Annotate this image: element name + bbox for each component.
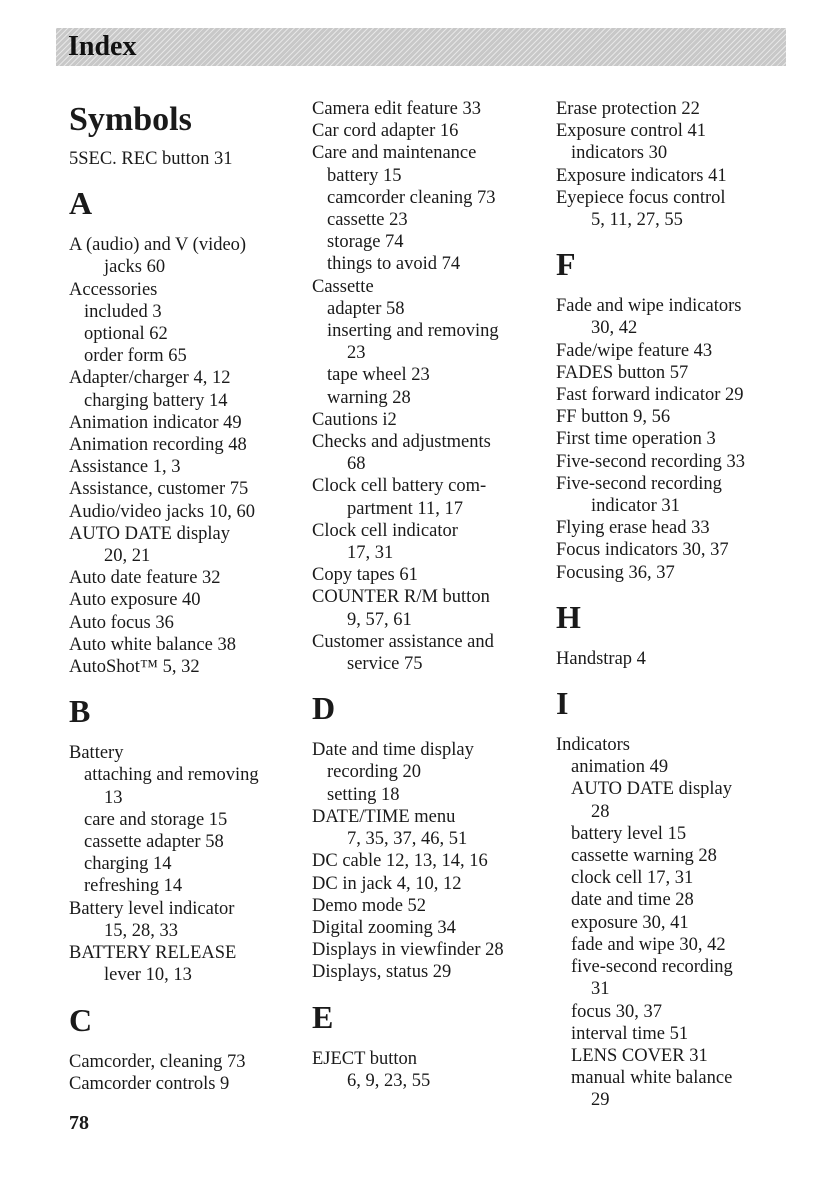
index-entry: Displays, status 29 xyxy=(312,962,452,983)
index-entry: Exposure control 41 xyxy=(556,121,707,142)
section-heading-b: B xyxy=(69,693,91,730)
section-heading-d: D xyxy=(312,690,336,727)
index-entry: Eyepiece focus control xyxy=(556,187,726,208)
index-entry-continuation: 31 xyxy=(591,979,610,1000)
index-entry: A (audio) and V (video) xyxy=(69,235,247,256)
index-entry: FADES button 57 xyxy=(556,362,689,383)
index-entry: Battery xyxy=(69,743,124,764)
index-entry: Auto exposure 40 xyxy=(69,590,201,611)
section-heading-e: E xyxy=(312,998,334,1035)
index-subentry: care and storage 15 xyxy=(84,809,228,830)
index-entry: Auto date feature 32 xyxy=(69,568,221,589)
index-entry: COUNTER R/M button xyxy=(312,587,490,608)
index-subentry: interval time 51 xyxy=(571,1023,689,1044)
index-entry: Copy tapes 61 xyxy=(312,565,418,586)
index-entry: Assistance 1, 3 xyxy=(69,457,181,478)
index-subentry: indicators 30 xyxy=(571,143,668,164)
index-entry-continuation: 29 xyxy=(591,1090,610,1111)
index-entry: Audio/video jacks 10, 60 xyxy=(69,501,256,522)
index-subentry: animation 49 xyxy=(571,757,669,778)
index-entry: Fast forward indicator 29 xyxy=(556,385,744,406)
index-entry-continuation: jacks 60 xyxy=(104,257,166,278)
section-heading-a: A xyxy=(69,185,93,222)
index-entry: Handstrap 4 xyxy=(556,648,646,669)
index-entry: Demo mode 52 xyxy=(312,895,427,916)
index-entry-continuation: 30, 42 xyxy=(591,318,638,339)
index-subentry: optional 62 xyxy=(84,324,168,345)
index-entry: Clock cell battery com- xyxy=(312,476,487,497)
index-entry: Auto focus 36 xyxy=(69,612,174,633)
index-subentry: cassette adapter 58 xyxy=(84,832,224,853)
index-subentry: camcorder cleaning 73 xyxy=(327,187,496,208)
index-entry: DC in jack 4, 10, 12 xyxy=(312,873,462,894)
index-entry: Focus indicators 30, 37 xyxy=(556,540,729,561)
index-entry: Clock cell indicator xyxy=(312,520,458,541)
index-subentry: attaching and removing xyxy=(84,765,259,786)
section-heading-symbols: Symbols xyxy=(69,101,192,138)
index-entry: Accessories xyxy=(69,279,158,300)
index-subentry: clock cell 17, 31 xyxy=(571,868,694,889)
index-subentry: order form 65 xyxy=(84,346,187,367)
index-column-2 xyxy=(312,98,544,1092)
index-entry: Five-second recording 33 xyxy=(556,451,746,472)
index-entry: Flying erase head 33 xyxy=(556,518,710,539)
index-subentry: charging 14 xyxy=(84,854,172,875)
index-entry: Animation indicator 49 xyxy=(69,412,242,433)
index-subentry: charging battery 14 xyxy=(84,390,228,411)
index-entry: 5SEC. REC button 31 xyxy=(69,149,233,169)
index-banner xyxy=(56,28,786,66)
index-entry: Customer assistance and xyxy=(312,631,494,652)
index-entry: FF button 9, 56 xyxy=(556,407,671,428)
index-entry: Erase protection 22 xyxy=(556,99,700,119)
index-entry-continuation: 17, 31 xyxy=(347,543,394,564)
index-entry: AUTO DATE display xyxy=(69,523,231,544)
index-entry: Displays in viewfinder 28 xyxy=(312,940,504,961)
index-entry: EJECT button xyxy=(312,1048,418,1069)
page-title: Index xyxy=(68,31,137,62)
index-entry-continuation: 7, 35, 37, 46, 51 xyxy=(347,829,468,850)
index-column-1 xyxy=(69,98,299,1095)
index-subentry: tape wheel 23 xyxy=(327,365,430,386)
section-heading-h: H xyxy=(556,598,581,635)
index-entry: Digital zooming 34 xyxy=(312,917,456,938)
index-entry: Fade/wipe feature 43 xyxy=(556,340,713,361)
index-entry: Auto white balance 38 xyxy=(69,634,236,655)
index-entry-continuation: 6, 9, 23, 55 xyxy=(347,1070,431,1091)
index-subentry: included 3 xyxy=(84,301,162,322)
index-entry-continuation: 28 xyxy=(591,801,610,822)
index-entry: Adapter/charger 4, 12 xyxy=(69,368,231,389)
index-subentry: adapter 58 xyxy=(327,298,405,319)
index-entry: Camera edit feature 33 xyxy=(312,99,481,119)
index-entry-continuation: 20, 21 xyxy=(104,546,151,567)
index-subentry: storage 74 xyxy=(327,232,404,253)
index-entry: Assistance, customer 75 xyxy=(69,479,249,500)
index-entry: BATTERY RELEASE xyxy=(69,943,237,964)
section-heading-i: I xyxy=(556,685,569,722)
index-entry: Camcorder controls 9 xyxy=(69,1073,230,1094)
index-subentry: battery 15 xyxy=(327,165,402,186)
index-subentry: AUTO DATE display xyxy=(571,779,733,800)
index-entry: AutoShot™ 5, 32 xyxy=(69,657,200,678)
index-entry: First time operation 3 xyxy=(556,429,716,450)
index-entry-continuation: 9, 57, 61 xyxy=(347,609,412,630)
index-entry: Checks and adjustments xyxy=(312,432,491,453)
index-subentry: exposure 30, 41 xyxy=(571,912,689,933)
index-entry: Date and time display xyxy=(312,740,474,761)
page-number: 78 xyxy=(69,1112,89,1134)
index-entry-continuation: 15, 28, 33 xyxy=(104,920,178,941)
index-subentry: warning 28 xyxy=(327,387,411,408)
index-entry: Animation recording 48 xyxy=(69,435,247,456)
index-entry: Fade and wipe indicators xyxy=(556,296,742,317)
index-entry: DATE/TIME menu xyxy=(312,806,456,827)
index-entry: Cassette xyxy=(312,276,374,297)
index-subentry: five-second recording xyxy=(571,957,733,978)
index-entry: Car cord adapter 16 xyxy=(312,121,459,142)
index-subentry: focus 30, 37 xyxy=(571,1001,662,1022)
index-entry-continuation: service 75 xyxy=(347,654,423,675)
index-entry: Focusing 36, 37 xyxy=(556,562,675,583)
index-entry: Indicators xyxy=(556,735,630,756)
index-subentry: LENS COVER 31 xyxy=(571,1045,708,1066)
index-entry: Five-second recording xyxy=(556,473,722,494)
index-subentry: cassette warning 28 xyxy=(571,846,717,867)
index-entry-continuation: 23 xyxy=(347,343,366,364)
index-subentry: cassette 23 xyxy=(327,210,408,231)
index-entry: Camcorder, cleaning 73 xyxy=(69,1051,246,1072)
index-entry-continuation: 13 xyxy=(104,787,123,808)
index-entry: Battery level indicator xyxy=(69,898,235,919)
index-entry-continuation: 68 xyxy=(347,454,366,475)
index-subentry: inserting and removing xyxy=(327,321,499,342)
index-subentry: recording 20 xyxy=(327,762,422,783)
index-entry-continuation: lever 10, 13 xyxy=(104,965,192,986)
index-entry: Cautions i2 xyxy=(312,409,397,430)
index-entry: DC cable 12, 13, 14, 16 xyxy=(312,851,488,872)
index-entry: Care and maintenance xyxy=(312,143,477,164)
index-entry-continuation: 5, 11, 27, 55 xyxy=(591,210,683,231)
index-subentry: battery level 15 xyxy=(571,823,687,844)
section-heading-f: F xyxy=(556,246,576,283)
index-entry-continuation: partment 11, 17 xyxy=(347,498,463,519)
index-subentry: setting 18 xyxy=(327,784,400,805)
index-subentry: refreshing 14 xyxy=(84,876,183,897)
index-subentry: fade and wipe 30, 42 xyxy=(571,934,726,955)
index-subentry: things to avoid 74 xyxy=(327,254,461,275)
index-entry-continuation: indicator 31 xyxy=(591,496,680,517)
index-subentry: manual white balance xyxy=(571,1068,733,1089)
section-heading-c: C xyxy=(69,1001,93,1038)
index-subentry: date and time 28 xyxy=(571,890,694,911)
index-column-3 xyxy=(556,98,796,1112)
index-entry: Exposure indicators 41 xyxy=(556,165,727,186)
